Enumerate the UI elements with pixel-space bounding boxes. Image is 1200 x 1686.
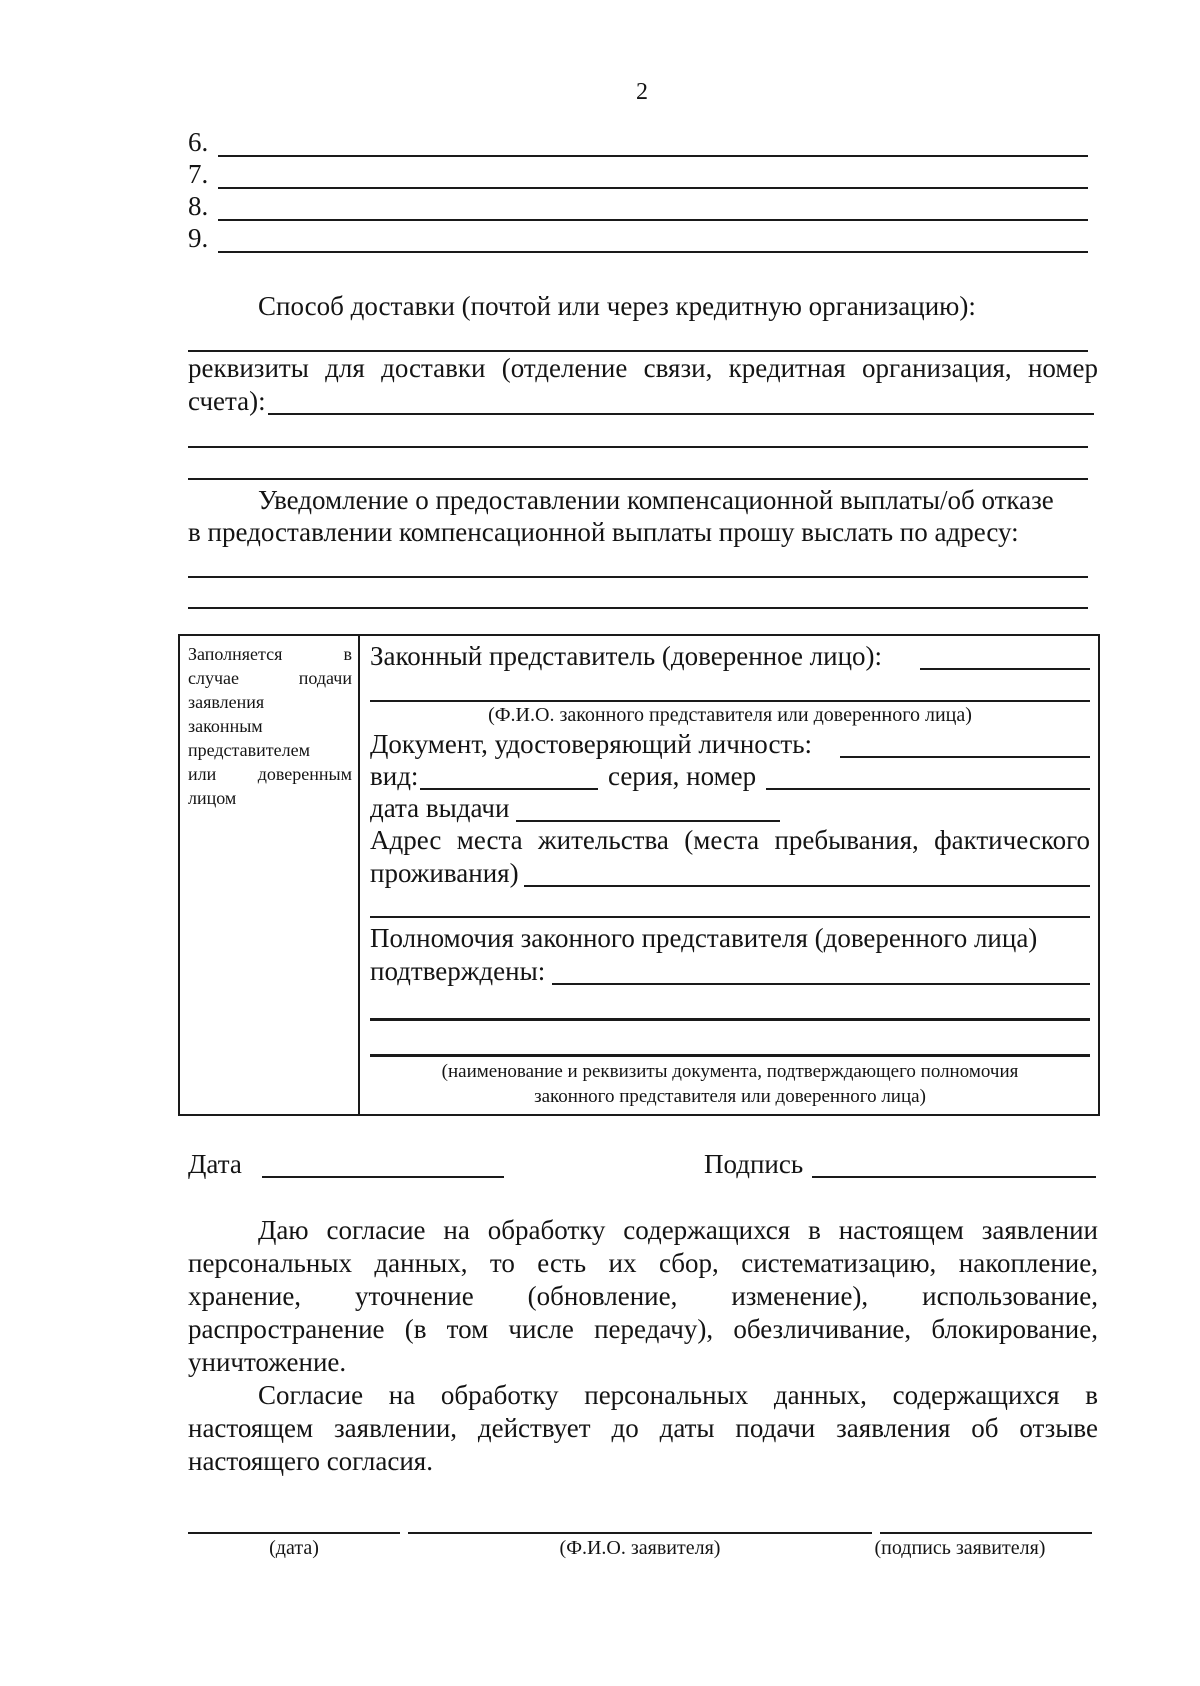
list-item-line[interactable] bbox=[218, 219, 1088, 221]
consent-line: Даю согласие на обработку содержащихся в настоящем заявлении bbox=[258, 1215, 1098, 1245]
id-document-label: Документ, удостоверяющий личность: bbox=[370, 729, 813, 759]
notification-address-line[interactable] bbox=[188, 607, 1088, 609]
delivery-extra-line[interactable] bbox=[188, 446, 1088, 448]
signature-line[interactable] bbox=[812, 1176, 1096, 1178]
authority-extra-line[interactable] bbox=[370, 1018, 1090, 1021]
page-number: 2 bbox=[636, 79, 648, 105]
consent-line: уничтожение. bbox=[188, 1347, 347, 1377]
side-note-line: законным bbox=[188, 716, 263, 736]
delivery-account-label: счета): bbox=[188, 386, 266, 416]
delivery-method-label: Способ доставки (почтой или через кредитную организацию): bbox=[258, 291, 976, 321]
series-number-line[interactable] bbox=[766, 788, 1090, 790]
authority-label: Полномочия законного представителя (доверенного лица) bbox=[370, 923, 1038, 953]
issue-date-label: дата выдачи bbox=[370, 793, 510, 823]
representative-label: Законный представитель (доверенное лицо): bbox=[370, 641, 883, 671]
list-item-line[interactable] bbox=[218, 251, 1088, 253]
representative-side-note bbox=[188, 642, 352, 810]
authority-caption-cont: законного представителя или доверенного лица) bbox=[534, 1086, 926, 1107]
list-item-number: 8. bbox=[188, 191, 209, 221]
footer-fio-caption: (Ф.И.О. заявителя) bbox=[559, 1537, 721, 1559]
consent-line: распространение (в том числе передачу), обезличивание, блокирование, bbox=[188, 1314, 1098, 1344]
list-item-number: 7. bbox=[188, 159, 209, 189]
consent-line: Согласие на обработку персональных данных, содержащихся в bbox=[258, 1380, 1098, 1410]
side-note-line: представителем bbox=[188, 740, 310, 760]
footer-fio-line[interactable] bbox=[408, 1532, 872, 1534]
authority-extra-line[interactable] bbox=[370, 1054, 1090, 1057]
authority-line[interactable] bbox=[552, 983, 1090, 985]
address-extra-line[interactable] bbox=[370, 916, 1090, 918]
series-number-label: серия, номер bbox=[608, 761, 757, 791]
authority-confirmed-label: подтверждены: bbox=[370, 956, 546, 986]
side-note-line: заявления bbox=[188, 692, 265, 712]
date-line[interactable] bbox=[262, 1176, 504, 1178]
representative-name-line[interactable] bbox=[920, 668, 1090, 670]
delivery-details-label: реквизиты для доставки (отделение связи, кредитная организация, номер bbox=[188, 353, 1098, 383]
side-note-line: Заполняется в bbox=[188, 644, 352, 664]
list-item-number: 6. bbox=[188, 127, 209, 157]
footer-date-caption: (дата) bbox=[269, 1537, 319, 1559]
document-kind-label: вид: bbox=[370, 761, 419, 791]
fio-caption: (Ф.И.О. законного представителя или доверенного лица) bbox=[488, 704, 972, 726]
address-line[interactable] bbox=[524, 885, 1090, 887]
notification-text: в предоставлении компенсационной выплаты прошу выслать по адресу: bbox=[188, 517, 1019, 547]
panel-divider bbox=[358, 634, 360, 1116]
address-label-cont: проживания) bbox=[370, 858, 519, 888]
address-label: Адрес места жительства (места пребывания, фактического bbox=[370, 825, 1090, 855]
side-note-line: случае подачи bbox=[188, 668, 352, 688]
delivery-account-line[interactable] bbox=[268, 413, 1094, 415]
side-note-line: или доверенным bbox=[188, 764, 352, 784]
list-item-number: 9. bbox=[188, 223, 209, 253]
consent-line: хранение, уточнение (обновление, изменение), использование, bbox=[188, 1281, 1098, 1311]
date-label: Дата bbox=[188, 1149, 242, 1179]
list-item-line[interactable] bbox=[218, 155, 1088, 157]
notification-text: Уведомление о предоставлении компенсационной выплаты/об отказе bbox=[258, 485, 1054, 515]
issue-date-line[interactable] bbox=[516, 820, 780, 822]
consent-line: настоящем заявлении, действует до даты подачи заявления об отзыве bbox=[188, 1413, 1098, 1443]
id-document-line[interactable] bbox=[840, 756, 1090, 758]
footer-signature-caption: (подпись заявителя) bbox=[874, 1537, 1046, 1559]
document-kind-line[interactable] bbox=[420, 788, 598, 790]
consent-line: персональных данных, то есть их сбор, систематизацию, накопление, bbox=[188, 1248, 1098, 1278]
delivery-extra-line[interactable] bbox=[188, 478, 1088, 480]
signature-label: Подпись bbox=[704, 1149, 804, 1179]
list-item-line[interactable] bbox=[218, 187, 1088, 189]
footer-signature-line[interactable] bbox=[880, 1532, 1092, 1534]
representative-fio-line[interactable] bbox=[370, 700, 1090, 702]
authority-caption: (наименование и реквизиты документа, подтверждающего полномочия bbox=[441, 1061, 1019, 1082]
footer-date-line[interactable] bbox=[188, 1532, 400, 1534]
side-note-line: лицом bbox=[188, 788, 237, 808]
consent-line: настоящего согласия. bbox=[188, 1446, 433, 1476]
notification-address-line[interactable] bbox=[188, 576, 1088, 578]
